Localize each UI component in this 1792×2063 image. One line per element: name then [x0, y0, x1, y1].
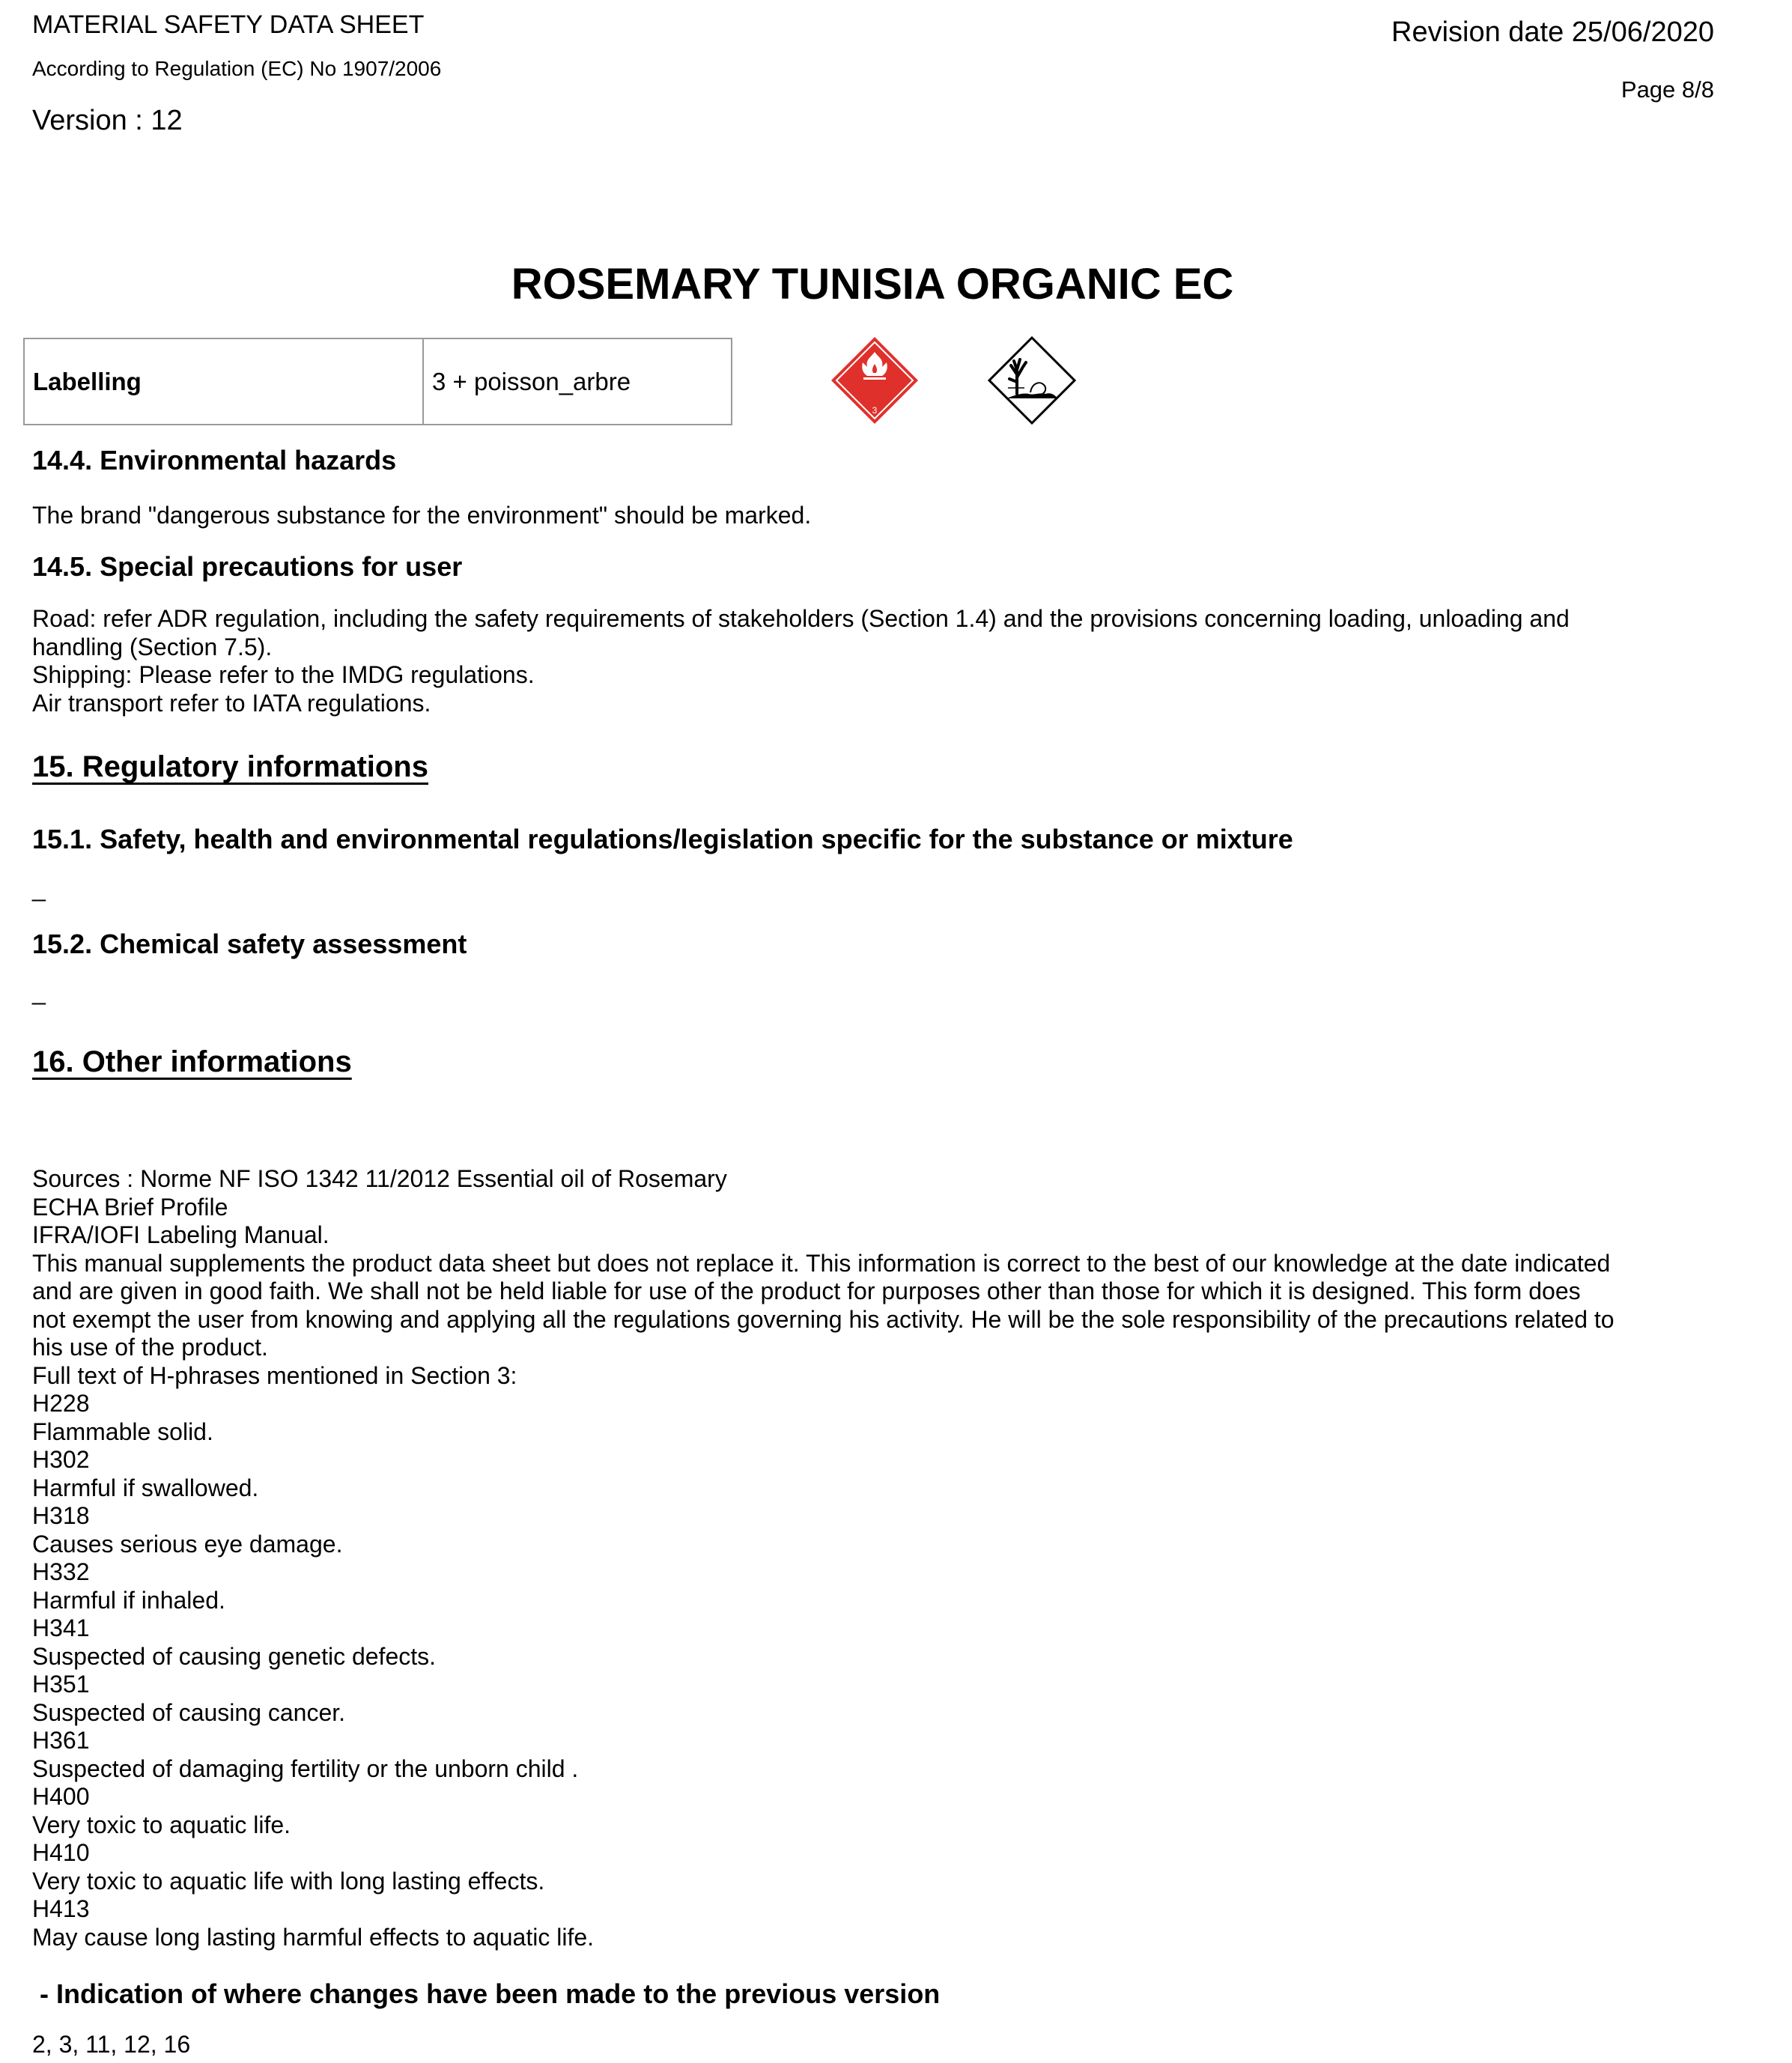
h-phrase-text: Very toxic to aquatic life. — [32, 1811, 291, 1838]
h-phrase-code: H400 — [32, 1783, 90, 1810]
h-phrase-text: Suspected of causing cancer. — [32, 1698, 346, 1726]
section-15-1-heading: 15.1. Safety, health and environmental regulations/legislation specific for the substance or mixture — [32, 824, 1293, 854]
text-line: his use of the product. — [32, 1334, 268, 1361]
text-line: This manual supplements the product data sheet but does not replace it. This information is correct to the best of our knowledge at the date indicated — [32, 1249, 1611, 1277]
h-phrase-text: Suspected of causing genetic defects. — [32, 1642, 437, 1670]
h-phrase-text: Very toxic to aquatic life with long lasting effects. — [32, 1867, 545, 1895]
section-15-2-text: _ — [32, 978, 46, 1005]
product-title: ROSEMARY TUNISIA ORGANIC EC — [511, 260, 1234, 309]
section-15-1-text: _ — [32, 875, 46, 902]
text-line: not exempt the user from knowing and applying all the regulations governing his activity. He will be the sole responsibility of the precautions related to — [32, 1305, 1615, 1333]
h-phrase-code: H228 — [32, 1390, 90, 1417]
text-line: Sources : Norme NF ISO 1342 11/2012 Essential oil of Rosemary — [32, 1165, 727, 1192]
h-phrase-code: H341 — [32, 1614, 90, 1641]
text-line: and are given in good faith. We shall not be held liable for use of the product for purposes other than those for which it is designed. This form does — [32, 1277, 1581, 1304]
section-15-heading: 15. Regulatory informations — [32, 750, 428, 783]
h-phrase-code: H318 — [32, 1502, 90, 1529]
text-line: Full text of H-phrases mentioned in Section 3: — [32, 1361, 517, 1389]
section-16-heading: 16. Other informations — [32, 1045, 352, 1078]
table-row — [24, 338, 732, 425]
h-phrase-code: H351 — [32, 1671, 90, 1698]
h-phrase-text: Harmful if inhaled. — [32, 1586, 225, 1614]
labelling-key: Labelling — [24, 338, 423, 425]
text-line: ECHA Brief Profile — [32, 1193, 228, 1221]
h-phrase-code: H361 — [32, 1727, 90, 1754]
section-14-4-text: The brand "dangerous substance for the environment" should be marked. — [32, 502, 812, 529]
flammable-liquid-class-3-icon — [830, 335, 920, 425]
section-14-5-heading: 14.5. Special precautions for user — [32, 551, 463, 582]
hazard-class-number: 3 — [872, 405, 878, 416]
h-phrase-code: H410 — [32, 1839, 90, 1866]
text-line: handling (Section 7.5). — [32, 633, 273, 660]
text-line: Road: refer ADR regulation, including the safety requirements of stakeholders (Section 1.4) and the provisions concerning loading, unloading and — [32, 605, 1570, 632]
text-line: Air transport refer to IATA regulations. — [32, 689, 431, 717]
h-phrase-code: H332 — [32, 1558, 90, 1585]
h-phrase-text: Causes serious eye damage. — [32, 1530, 343, 1558]
page-number: Page 8/8 — [1621, 76, 1714, 103]
regulation-reference: According to Regulation (EC) No 1907/2006 — [32, 57, 442, 80]
h-phrase-text: Flammable solid. — [32, 1418, 213, 1445]
changes-heading: - Indication of where changes have been made to the previous version — [32, 1978, 941, 2009]
h-phrase-text: May cause long lasting harmful effects to aquatic life. — [32, 1923, 595, 1951]
section-14-4-heading: 14.4. Environmental hazards — [32, 445, 397, 476]
revision-date: Revision date 25/06/2020 — [1391, 16, 1714, 48]
labelling-table — [23, 338, 732, 425]
changes-sections: 2, 3, 11, 12, 16 — [32, 2031, 191, 2058]
h-phrase-text: Harmful if swallowed. — [32, 1474, 259, 1501]
section-16-text — [32, 1165, 1710, 1951]
section-14-5-text — [32, 605, 1710, 717]
text-line: Shipping: Please refer to the IMDG regulations. — [32, 661, 535, 688]
text-line: IFRA/IOFI Labeling Manual. — [32, 1221, 329, 1248]
h-phrase-text: Suspected of damaging fertility or the unborn child . — [32, 1754, 579, 1782]
environmental-hazard-icon — [987, 335, 1077, 425]
h-phrase-code: H413 — [32, 1895, 90, 1922]
document-type: MATERIAL SAFETY DATA SHEET — [32, 10, 425, 39]
version-label: Version : 12 — [32, 105, 183, 136]
h-phrase-code: H302 — [32, 1446, 90, 1473]
section-15-2-heading: 15.2. Chemical safety assessment — [32, 929, 467, 959]
labelling-value: 3 + poisson_arbre — [423, 338, 732, 425]
